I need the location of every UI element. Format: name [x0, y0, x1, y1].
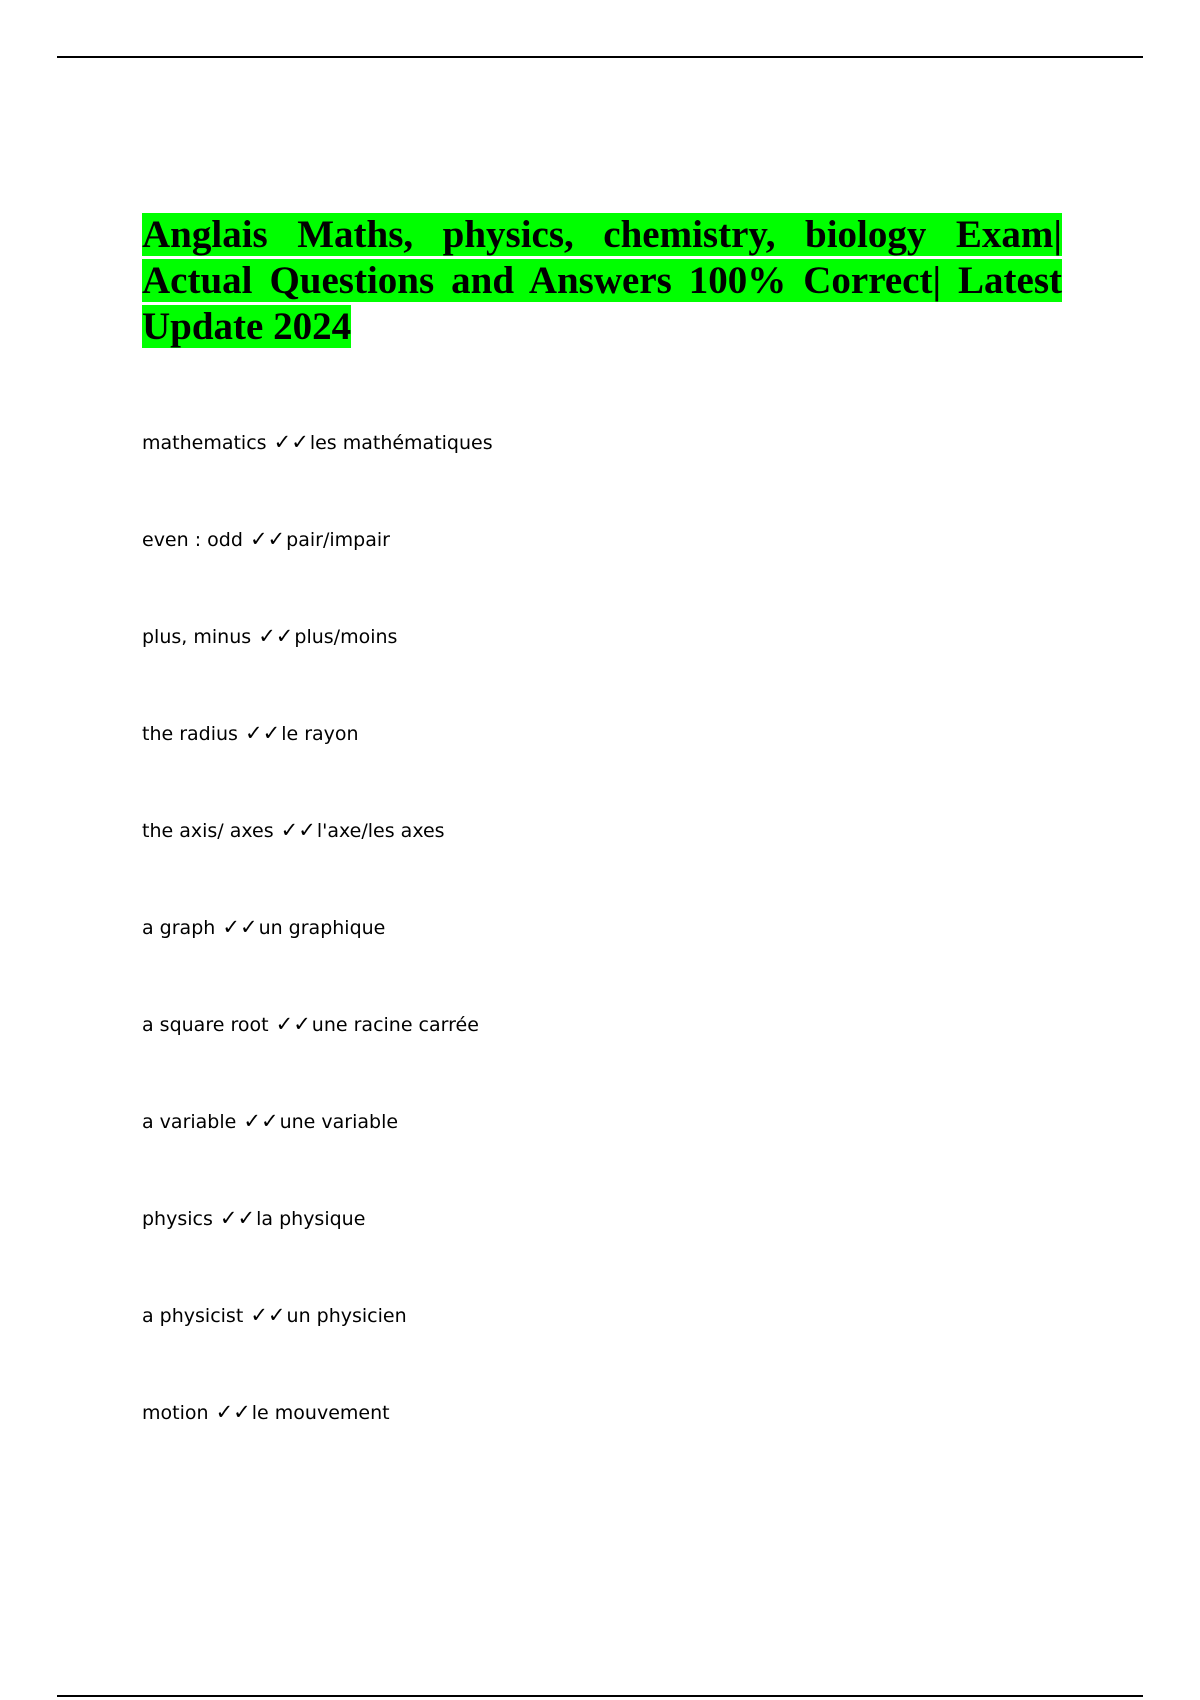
qa-answer: les mathématiques — [309, 432, 493, 454]
qa-term: a physicist — [142, 1305, 244, 1327]
qa-item — [142, 622, 493, 719]
double-check-icon: ✓✓ — [280, 818, 316, 842]
qa-answer: l'axe/les axes — [316, 820, 445, 842]
qa-answer: plus/moins — [294, 626, 398, 648]
qa-answer: un graphique — [258, 917, 386, 939]
qa-term: the axis/ axes — [142, 820, 274, 842]
qa-item — [142, 719, 493, 816]
qa-term: mathematics — [142, 432, 267, 454]
qa-term: physics — [142, 1208, 213, 1230]
qa-item — [142, 913, 493, 1010]
qa-item — [142, 1398, 493, 1495]
double-check-icon: ✓✓ — [273, 430, 309, 454]
qa-term: a variable — [142, 1111, 237, 1133]
title-highlight: Anglais Maths, physics, chemistry, biology Exam| Actual Questions and Answers 100% Correct| Latest Update 2024 — [142, 213, 1062, 348]
double-check-icon: ✓✓ — [250, 1303, 286, 1327]
qa-answer: un physicien — [286, 1305, 407, 1327]
double-check-icon: ✓✓ — [222, 915, 258, 939]
qa-answer: la physique — [256, 1208, 366, 1230]
qa-term: even : odd — [142, 529, 243, 551]
qa-item — [142, 816, 493, 913]
double-check-icon: ✓✓ — [258, 624, 294, 648]
document-title — [142, 212, 1062, 350]
qa-term: a square root — [142, 1014, 269, 1036]
double-check-icon: ✓✓ — [243, 1109, 279, 1133]
qa-term: the radius — [142, 723, 238, 745]
double-check-icon: ✓✓ — [215, 1400, 251, 1424]
qa-list — [142, 428, 493, 1495]
bottom-rule — [57, 1695, 1143, 1697]
qa-item — [142, 428, 493, 525]
qa-item — [142, 1301, 493, 1398]
qa-answer: pair/impair — [286, 529, 390, 551]
double-check-icon: ✓✓ — [275, 1012, 311, 1036]
qa-item — [142, 1010, 493, 1107]
double-check-icon: ✓✓ — [245, 721, 281, 745]
qa-answer: le mouvement — [251, 1402, 390, 1424]
qa-item — [142, 1204, 493, 1301]
qa-term: a graph — [142, 917, 216, 939]
qa-item — [142, 1107, 493, 1204]
qa-item — [142, 525, 493, 622]
qa-term: plus, minus — [142, 626, 252, 648]
double-check-icon: ✓✓ — [249, 527, 286, 551]
top-rule — [57, 56, 1143, 58]
qa-answer: une variable — [279, 1111, 399, 1133]
qa-answer: une racine carrée — [311, 1014, 479, 1036]
qa-answer: le rayon — [281, 723, 359, 745]
double-check-icon: ✓✓ — [219, 1206, 256, 1230]
qa-term: motion — [142, 1402, 209, 1424]
